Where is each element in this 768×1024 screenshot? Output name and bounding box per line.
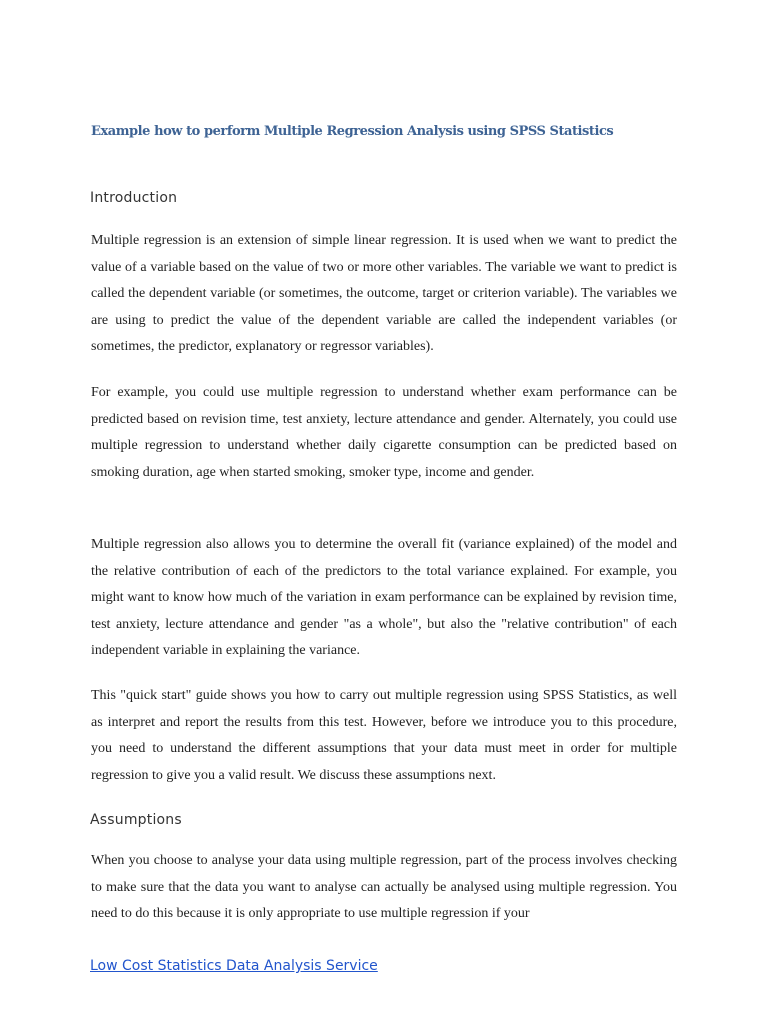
paragraph: When you choose to analyse your data using multiple regression, part of the process involves checking to make sure that the data you want to analyse can actually be analysed using multiple regression. You need to do this because it is only appropriate to use multiple regression if your — [91, 853, 677, 921]
section-heading-introduction: Introduction — [90, 190, 178, 206]
paragraph: This "quick start" guide shows you how to carry out multiple regression using SPSS Statistics, as well as interpret and report the results from this test. However, before we introduce you to this procedure, you need to understand the different assumptions that your data must meet in order for multiple regression to give you a valid result. We discuss these assumptions next. — [91, 688, 677, 783]
paragraph: Multiple regression also allows you to determine the overall fit (variance explained) of the model and the relative contribution of each of the predictors to the total variance explained. For example, you might want to know how much of the variation in exam performance can be explained by revision time, test anxiety, lecture attendance and gender "as a whole", but also the "relative contribution" of each independent variable in explaining the variance. — [91, 537, 677, 658]
paragraph: For example, you could use multiple regression to understand whether exam performance can be predicted based on revision time, test anxiety, lecture attendance and gender. Alternately, you could use multiple regression to understand whether daily cigarette consumption can be predicted based on smoking duration, age when started smoking, smoker type, income and gender. — [91, 385, 677, 480]
document-title: Example how to perform Multiple Regression Analysis using SPSS Statistics — [91, 124, 614, 139]
footer-service-link[interactable]: Low Cost Statistics Data Analysis Service — [90, 958, 378, 974]
paragraph: Multiple regression is an extension of simple linear regression. It is used when we want to predict the value of a variable based on the value of two or more other variables. The variable we want to predict is called the dependent variable (or sometimes, the outcome, target or criterion variable). The variables we are using to predict the value of the dependent variable are called the independent variables (or sometimes, the predictor, explanatory or regressor variables). — [91, 233, 677, 354]
section-heading-assumptions: Assumptions — [90, 812, 182, 828]
